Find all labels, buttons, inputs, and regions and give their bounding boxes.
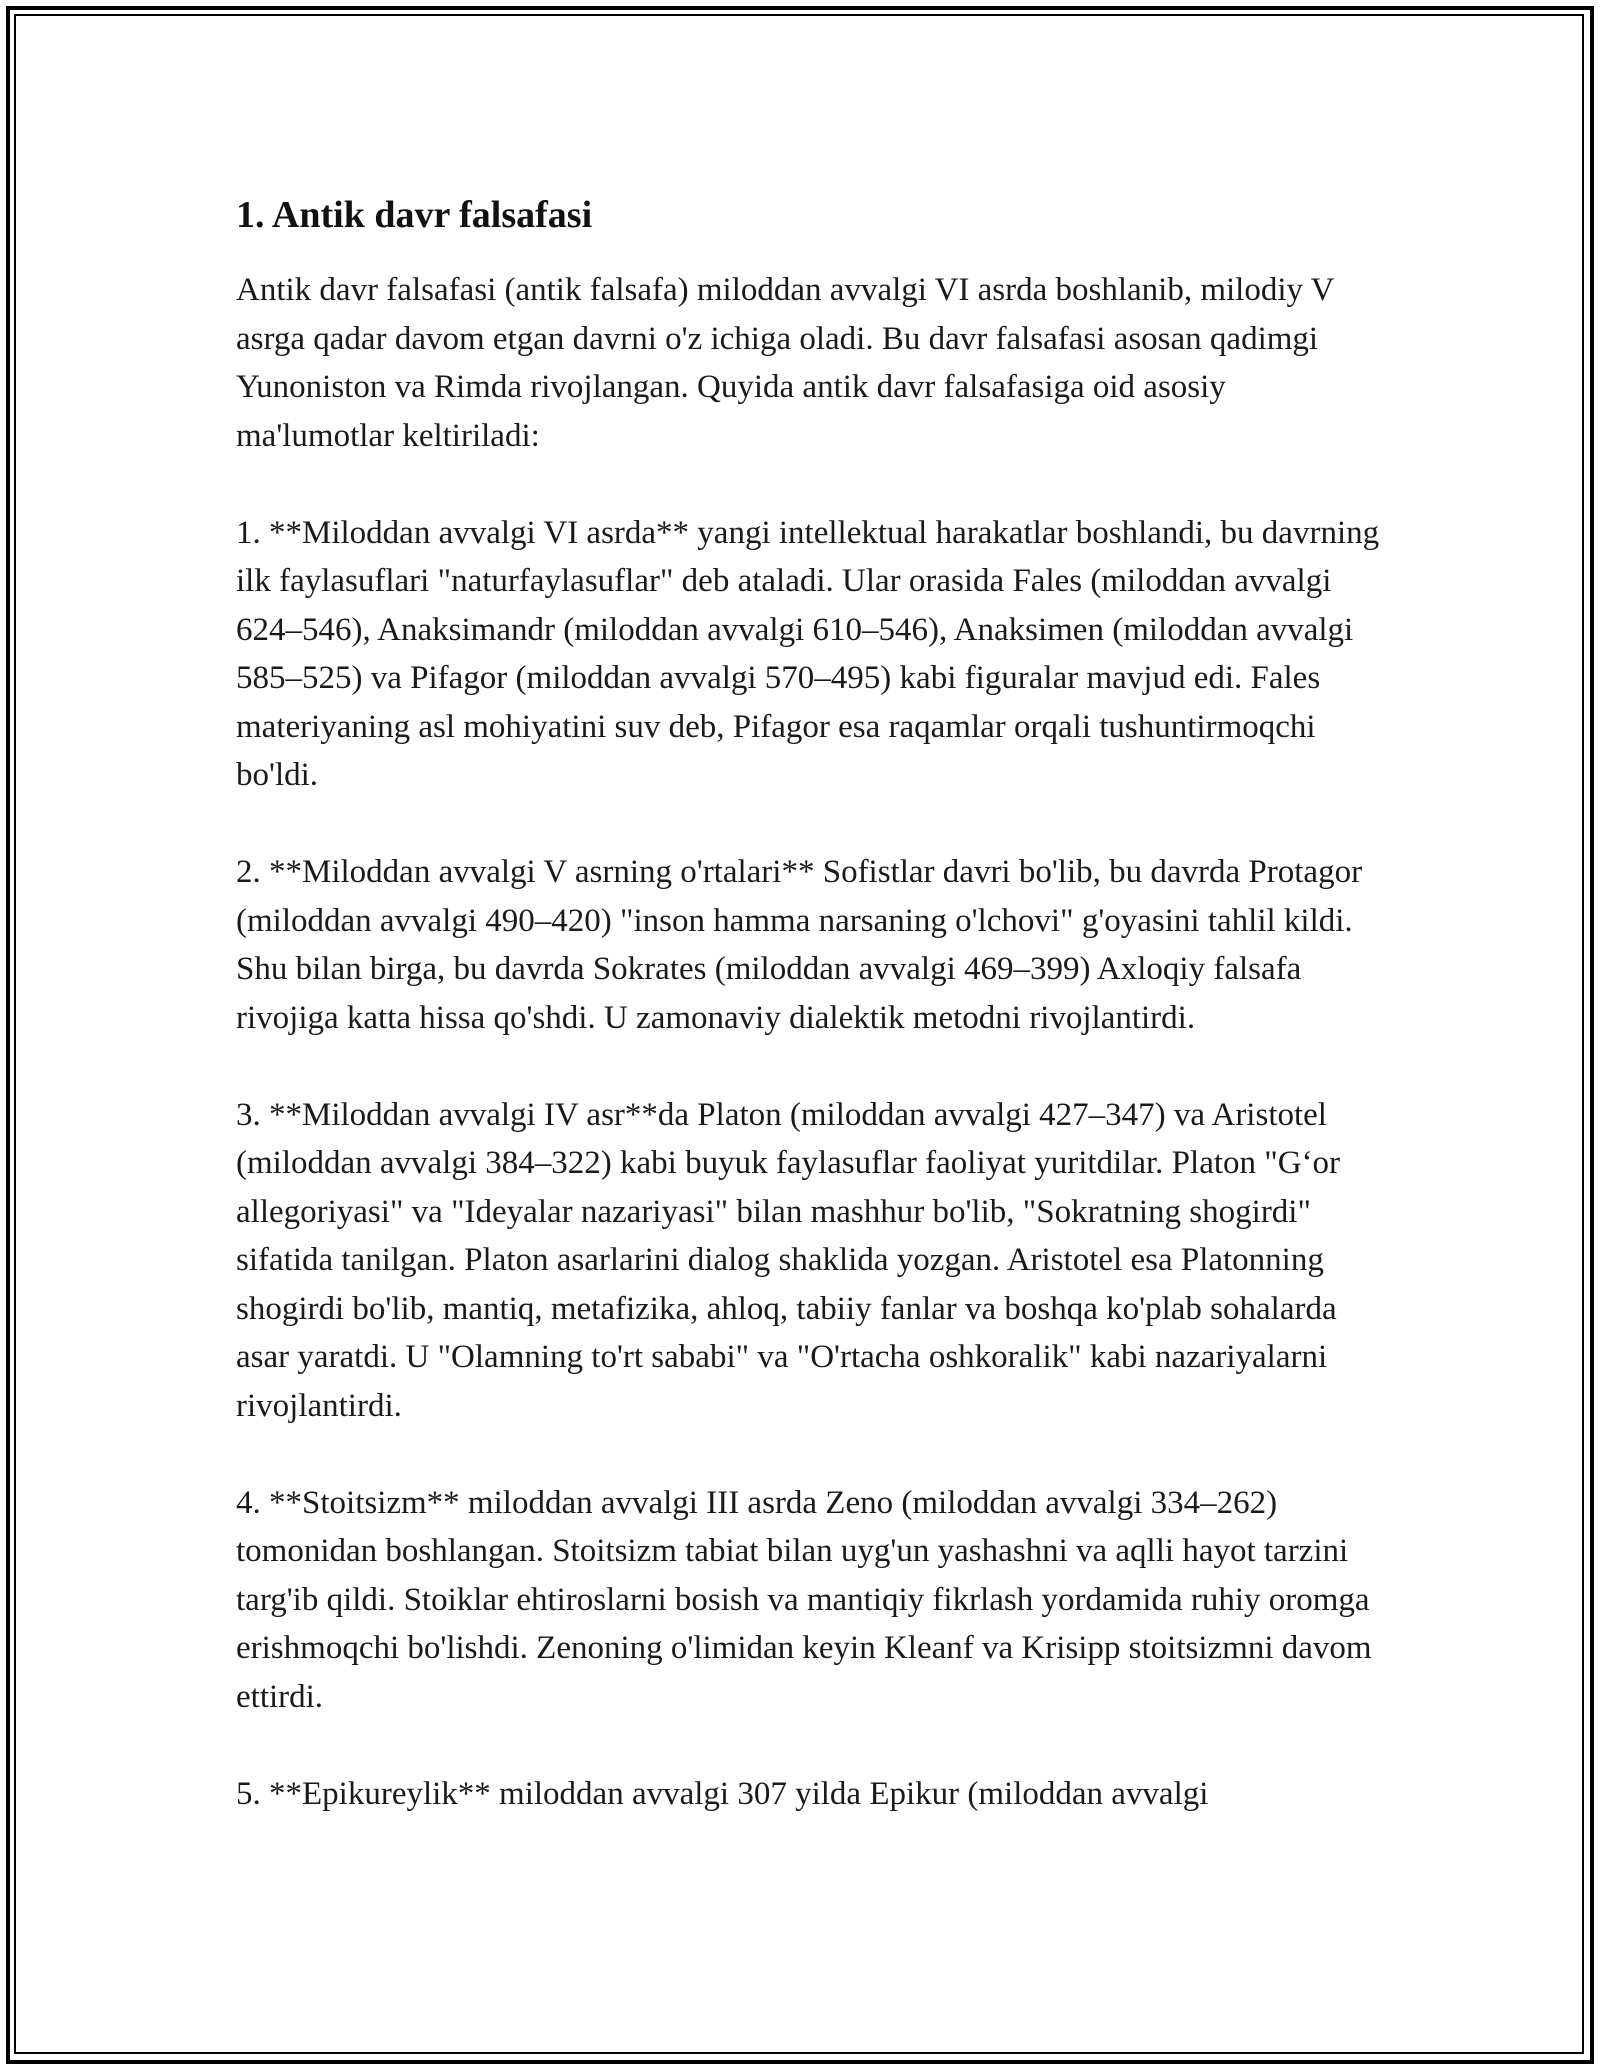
paragraph-item-2: 2. **Miloddan avvalgi V asrning o'rtalari** Sofistlar davri bo'lib, bu davrda Protagor (miloddan avvalgi 490–420) "inson hamma narsaning o'lchovi" g'oyasini tahlil kildi. Shu bilan birga, bu davrda Sokrates (miloddan avvalgi 469–399) Axloqiy falsafa rivojiga katta hissa qo'shdi. U zamonaviy dialektik metodni rivojlantirdi.: [236, 854, 1363, 1036]
intro-paragraph: Antik davr falsafasi (antik falsafa) miloddan avvalgi VI asrda boshlanib, milodiy V asrga qadar davom etgan davrni o'z ichiga oladi. Bu davr falsafasi asosan qadimgi Yunoniston va Rimda rivojlangan. Quyida antik davr falsafasiga oid asosiy ma'lumotlar keltiriladi:: [236, 272, 1334, 454]
paragraph-item-5: 5. **Epikureylik** miloddan avvalgi 307 yilda Epikur (miloddan avvalgi: [236, 1775, 1209, 1812]
paragraph-item-3: 3. **Miloddan avvalgi IV asr**da Platon (miloddan avvalgi 427–347) va Aristotel (miloddan avvalgi 384–322) kabi buyuk faylasuflar faoliyat yuritdilar. Platon "G‘or allegoriyasi" va "Ideyalar nazariyasi" bilan mashhur bo'lib, "Sokratning shogirdi" sifatida tanilgan. Platon asarlarini dialog shaklida yozgan. Aristotel esa Platonning shogirdi bo'lib, mantiq, metafizika, ahloq, tabiiy fanlar va boshqa ko'plab sohalarda asar yaratdi. U "Olamning to'rt sababi" va "O'rtacha oshkoralik" kabi nazariyalarni rivojlantirdi.: [236, 1096, 1341, 1424]
paragraph-item-4: 4. **Stoitsizm** miloddan avvalgi III asrda Zeno (miloddan avvalgi 334–262) tomonidan boshlangan. Stoitsizm tabiat bilan uyg'un yashashni va aqlli hayot tarzini targ'ib qildi. Stoiklar ehtiroslarni bosish va mantiqiy fikrlash yordamida ruhiy oromga erishmoqchi bo'lishdi. Zenoning o'limidan keyin Kleanf va Krisipp stoitsizmni davom ettirdi.: [236, 1484, 1372, 1715]
section-heading: 1. Antik davr falsafasi: [236, 194, 593, 236]
paragraph-item-1: 1. **Miloddan avvalgi VI asrda** yangi intellektual harakatlar boshlandi, bu davrning ilk faylasuflari "naturfaylasuflar" deb ataladi. Ular orasida Fales (miloddan avvalgi 624–546), Anaksimandr (miloddan avvalgi 610–546), Anaksimen (miloddan avvalgi 585–525) va Pifagor (miloddan avvalgi 570–495) kabi figuralar mavjud edi. Fales materiyaning asl mohiyatini suv deb, Pifagor esa raqamlar orqali tushuntirmoqchi bo'ldi.: [236, 514, 1380, 793]
document-page: [236, 190, 1386, 1867]
